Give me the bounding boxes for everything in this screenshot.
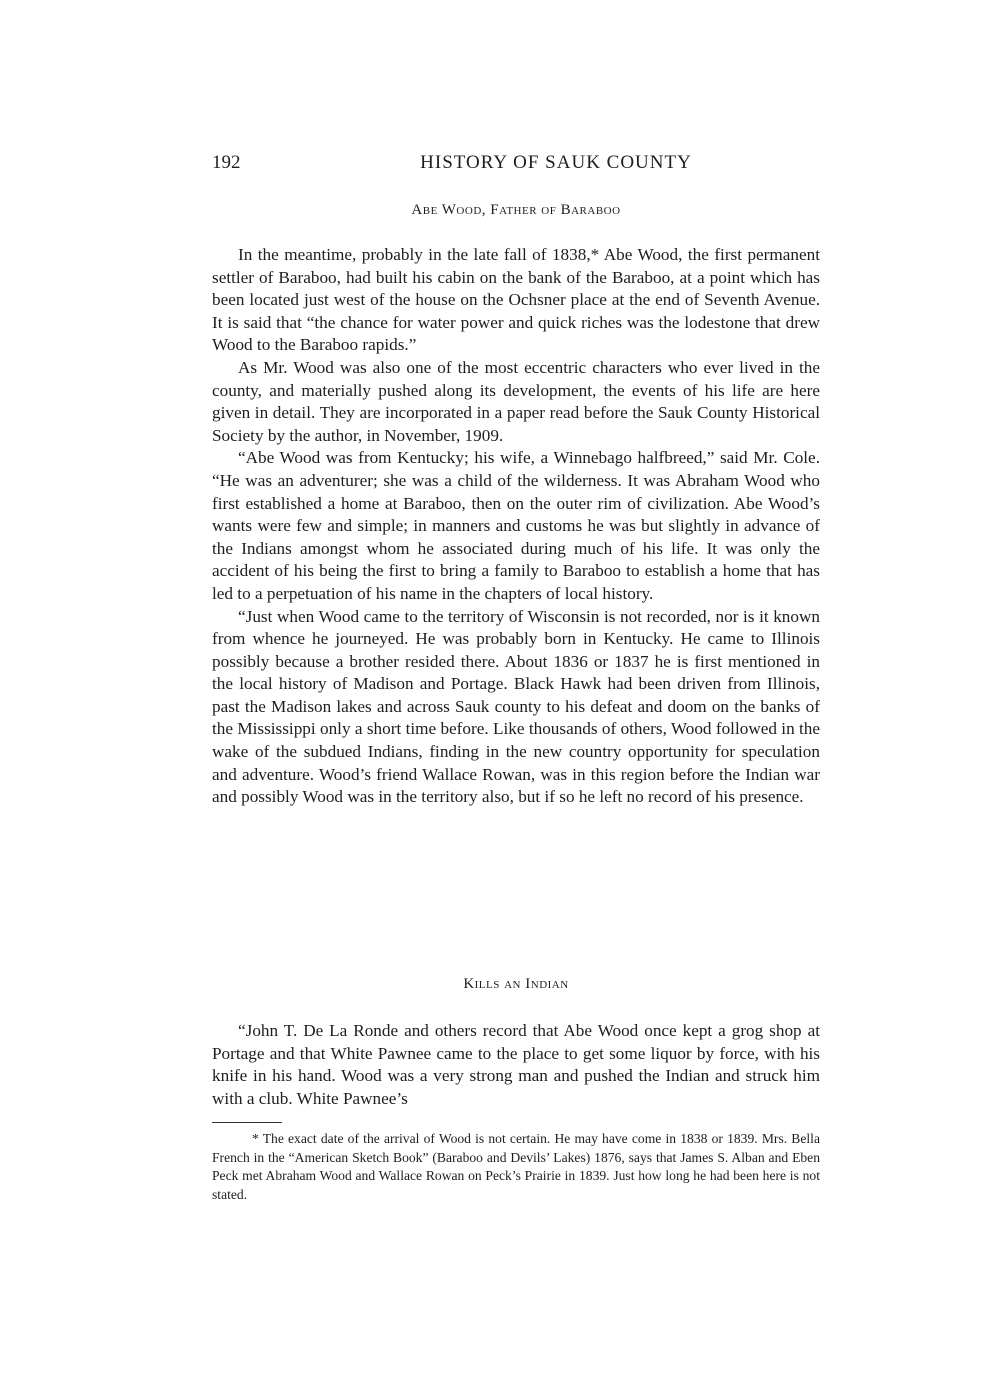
section-heading-kills-an-indian: Kills an Indian (463, 976, 569, 992)
footnote-rule (212, 1122, 282, 1123)
section-body-abe-wood (212, 244, 820, 809)
section-heading-abe-wood: Abe Wood, Father of Baraboo (411, 202, 621, 218)
running-head (212, 152, 820, 182)
paragraph: As Mr. Wood was also one of the most eccentric characters who ever lived in the county, and materially pushed along its development, the events of his life are here given in detail. They are incorporated in a paper read before the Sauk County Historical Society by the author, in November, 1909. (212, 357, 820, 445)
paragraph: “Abe Wood was from Kentucky; his wife, a Winnebago halfbreed,” said Mr. Cole. “He was an adventurer; she was a child of the wilderness. It was Abraham Wood who first established a home at Baraboo, then on the outer rim of civilization. Abe Wood’s wants were few and simple; in manners and customs he was but slightly in advance of the Indians amongst whom he associated during much of his life. It was only the accident of his being the first to bring a family to Baraboo to establish a home that has led to a perpetuation of his name in the chapters of local history. (212, 448, 820, 603)
page-number: 192 (212, 152, 241, 173)
paragraph: In the meantime, probably in the late fall of 1838,* Abe Wood, the first permanent settler of Baraboo, had built his cabin on the bank of the Baraboo, at a point which has been located just west of the house on the Ochsner place at the end of Seventh Avenue. It is said that “the chance for water power and quick riches was the lodestone that drew Wood to the Baraboo rapids.” (212, 245, 820, 355)
paragraph: “John T. De La Ronde and others record that Abe Wood once kept a grog shop at Portage and that White Pawnee came to the place to get some liquor by force, with his knife in his hand. Wood was a very strong man and pushed the Indian and struck him with a club. White Pawnee’s (212, 1021, 820, 1108)
paragraph: “Just when Wood came to the territory of Wisconsin is not recorded, nor is it known from whence he journeyed. He was probably born in Kentucky. He came to Illinois possibly because a brother resided there. About 1836 or 1837 he is first mentioned in the local history of Madison and Portage. Black Hawk had been driven from Illinois, past the Madison lakes and across Sauk county to his defeat and doom on the banks of the Mississippi only a short time before. Like thousands of others, Wood followed in the wake of the subdued Indians, finding in the new country opportunity for speculation and adventure. Wood’s friend Wallace Rowan, was in this region before the Indian war and possibly Wood was in the territory also, but if so he left no record of his presence. (212, 606, 820, 807)
footnote: * The exact date of the arrival of Wood is not certain. He may have come in 1838 or 1839. Mrs. Bella French in the “American Sketch Book” (Baraboo and Devils’ Lakes) 1876, says that James S. Alban and Eben Peck met Abraham Wood and Wallace Rowan on Peck’s Prairie in 1839. Just how long he had been here is not stated. (212, 1131, 820, 1202)
section-body-kills-an-indian (212, 1020, 820, 1110)
running-title: HISTORY OF SAUK COUNTY (420, 152, 692, 173)
